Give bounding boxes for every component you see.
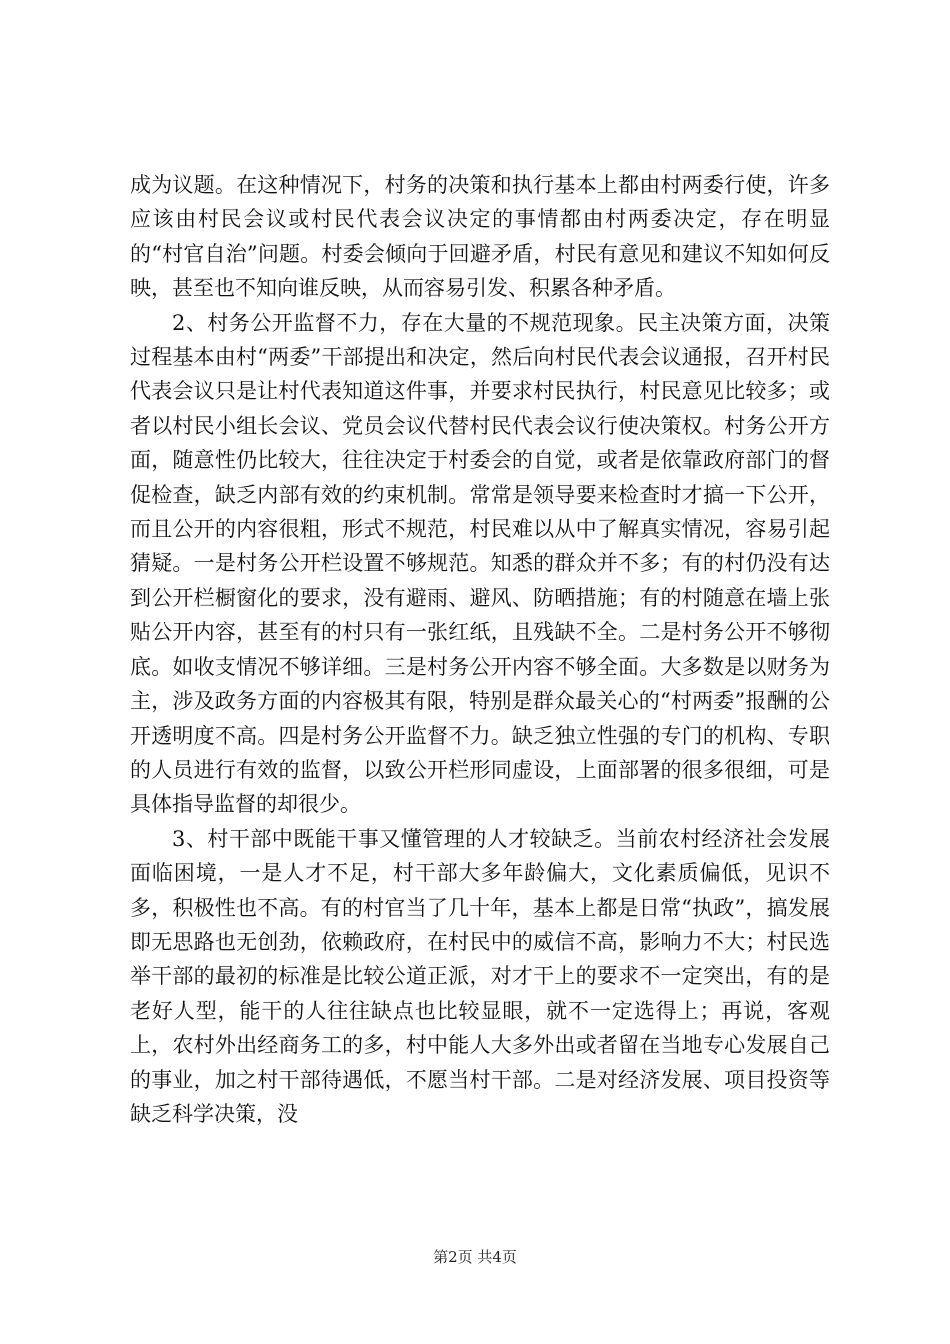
paragraph-village-affairs-disclosure: 2、村务公开监督不力，存在大量的不规范现象。民主决策方面，决策过程基本由村“两委”干部提出和决定，然后向村民代表会议通报，召开村民代表会议只是让村代表知道这件事，并要求村民执行，村民意见比较多；或者以村民小组长会议、党员会议代替村民代表会议行使决策权。村务公开方面，随意性仍比较大，往往决定于村委会的自觉，或者是依靠政府部门的督促检查，缺乏内部有效的约束机制。常常是领导要来检查时才搞一下公开，而且公开的内容很粗，形式不规范，村民难以从中了解真实情况，容易引起猜疑。一是村务公开栏设置不够规范。知悉的群众并不多；有的村仍没有达到公开栏橱窗化的要求，没有避雨、避风、防晒措施；有的村随意在墙上张贴公开内容，甚至有的村只有一张红纸，且残缺不全。二是村务公开不够彻底。如收支情况不够详细。三是村务公开内容不够全面。大多数是以财务为主，涉及政务方面的内容极其有限，特别是群众最关心的“村两委”报酬的公开透明度不高。四是村务公开监督不力。缺乏独立性强的专门的机构、专职的人员进行有效的监督，以致公开栏形同虚设，上面部署的很多很细，可是具体指导监督的却很少。	[130, 310, 830, 817]
document-body	[130, 168, 830, 1131]
paragraph-village-cadre-talent: 3、村干部中既能干事又懂管理的人才较缺乏。当前农村经济社会发展面临困境，一是人才不足，村干部大多年龄偏大，文化素质偏低，见识不多，积极性也不高。有的村官当了几十年，基本上都是日常“执政”，搞发展即无思路也无创劲，依赖政府，在村民中的威信不高，影响力不大；村民选举干部的最初的标准是比较公道正派，对才干上的要求不一定突出，有的是老好人型，能干的人往往缺点也比较显眼，就不一定选得上；再说，客观上，农村外出经商务工的多，村中能人大多外出或者留在当地专心发展自己的事业，加之村干部待遇低，不愿当村干部。二是对经济发展、项目投资等缺乏科学决策，没	[130, 826, 830, 1126]
paragraph-continuation: 成为议题。在这种情况下，村务的决策和执行基本上都由村两委行使，许多应该由村民会议或村民代表会议决定的事情都由村两委决定，存在明显的“村官自治”问题。村委会倾向于回避矛盾，村民有意见和建议不知如何反映，甚至也不知向谁反映，从而容易引发、积累各种矛盾。	[130, 173, 830, 301]
page-number-footer: 第2页 共4页	[433, 1248, 517, 1266]
